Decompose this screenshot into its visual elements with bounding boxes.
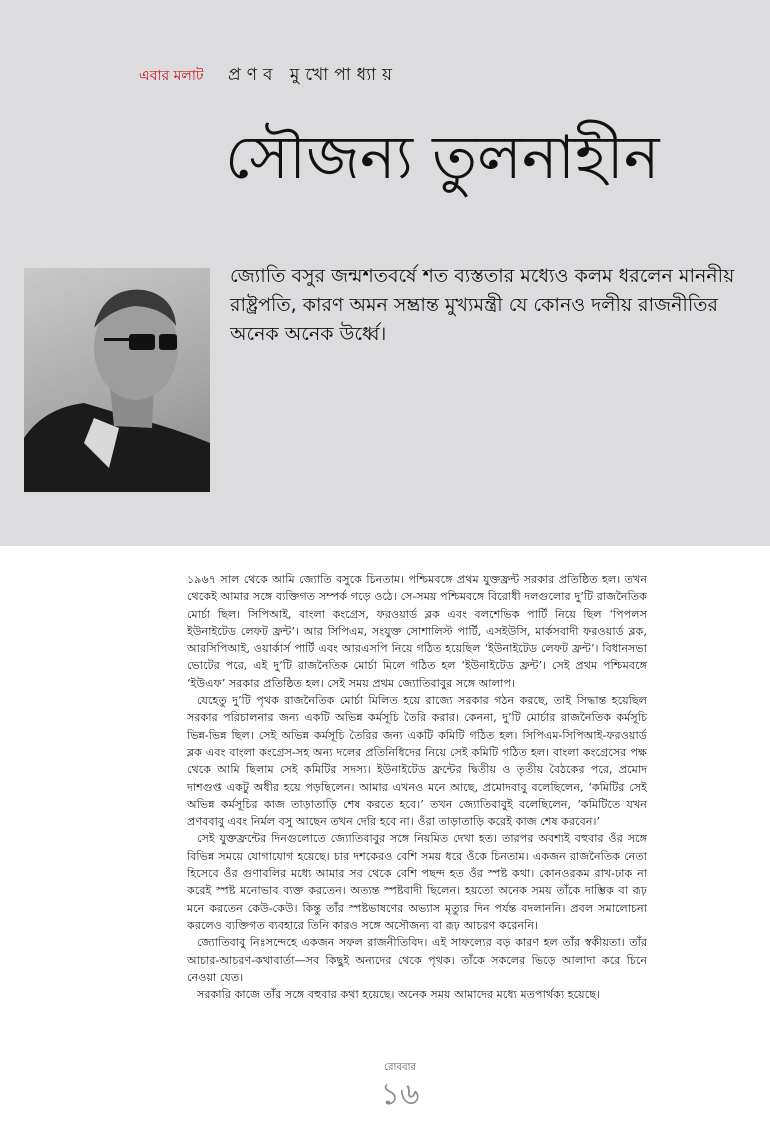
article-paragraph: সরকারি কাজে তাঁর সঙ্গে বহুবার কথা হয়েছে। অনেক সময় আমাদের মধ্যে মতপার্থক্য হয়েছে। bbox=[197, 988, 601, 1002]
article-paragraph: জ্যোতিবাবু নিঃসন্দেহে একজন সফল রাজনীতিবিদ। এই সাফল্যের বড় কারণ হল তাঁর স্বকীয়তা। তাঁর আচার-আচরণ-কথাবার্তা—সব কিছুই অন্যদের থেকে পৃথক। তাঁকে সকলের ভিড়ে আলাদা করে চিনে নেওয়া যেত। bbox=[187, 936, 647, 984]
page-number: ১৬ bbox=[380, 1077, 420, 1112]
article-paragraph: সেই যুক্তফ্রন্টের দিনগুলোতে জ্যোতিবাবুর সঙ্গে নিয়মিত দেখা হত। তারপর অবশ্যই বহুবার ওঁর সঙ্গে বিভিন্ন সময়ে যোগাযোগ হয়েছে। চার দশকেরও বেশি সময় ধরে ওঁকে চিনতাম। একজন রাজনৈতিক নেতা হিসেবে ওঁর গুণাবলির মধ্যে আমার সব থেকে বেশি পছন্দ হত ওঁর স্পষ্ট কথা। কোনওরকম রাখ-ঢাক না করেই স্পষ্ট মনোভাব ব্যক্ত করতেন। অত্যন্ত স্পষ্টবাদী ছিলেন। হয়তো অনেক সময় তাঁকে দাম্ভিক বা রূঢ় মনে করতেন কেউ-কেউ। কিন্তু তাঁর স্পষ্টভাষণের অভ্যাস মৃত্যুর দিন পর্যন্ত বদলাননি। প্রবল সমালোচনা করলেও ব্যক্তিগত ব্যবহারে তিনি কারও সঙ্গে অসৌজন্য বা রূঢ় আচরণ করেননি। bbox=[187, 832, 647, 932]
author-byline: প্রণব মুখোপাধ্যায় bbox=[228, 65, 399, 85]
standfirst: জ্যোতি বসুর জন্মশতবর্ষে শত ব্যস্ততার মধ্যেও কলম ধরলেন মাননীয় রাষ্ট্রপতি, কারণ অমন সম্ভ্রান্ত মুখ্যমন্ত্রী যে কোনও দলীয় রাজনীতির অনেক অনেক উর্ধ্বে। bbox=[230, 265, 735, 345]
article-paragraph: ১৯৬৭ সাল থেকে আমি জ্যোতি বসুকে চিনতাম। পশ্চিমবঙ্গে প্রথম যুক্তফ্রন্ট সরকার প্রতিষ্ঠিত হল। তখন থেকেই আমার সঙ্গে ব্যক্তিগত সম্পর্ক গড়ে ওঠে। সে-সময় পশ্চিমবঙ্গে বিরোধী দলগুলোর দু’টি রাজনৈতিক মোর্চা ছিল। সিপিআই, বাংলা কংগ্রেস, ফরওয়ার্ড ব্লক এবং বলশেভিক পার্টি নিয়ে ছিল ‘পিপলস ইউনাইটেড লেফট ফ্রন্ট’। আর সিপিএম, সংযুক্ত সোশালিস্ট পার্টি, এসইউসি, মার্কসবাদী ফরওয়ার্ড ব্লক, আরসিপিআই, ওয়ার্কার্স পার্টি এবং আরএসপি নিয়ে গঠিত হয়েছিল ‘ইউনাইটেড লেফট ফ্রন্ট’। বিধানসভা ভোটের পরে, এই দু’টি রাজনৈতিক মোর্চা মিলে গঠিত হল ‘ইউনাইটেড ফ্রন্ট’। সেই প্রথম পশ্চিমবঙ্গে ‘ইউএফ’ সরকার প্রতিষ্ঠিত হল। সেই সময় প্রথম জ্যোতিবাবুর সঙ্গে আলাপ। bbox=[187, 573, 647, 690]
headline: সৌজন্য তুলনাহীন bbox=[225, 123, 660, 193]
footer-day: রোববার bbox=[384, 1062, 416, 1073]
article-body bbox=[187, 571, 647, 1003]
section-kicker: এবার মলাট bbox=[139, 68, 204, 84]
portrait-photo bbox=[24, 268, 210, 492]
article-paragraph: যেহেতু দু’টি পৃথক রাজনৈতিক মোর্চা মিলিত হয়ে রাজ্যে সরকার গঠন করছে, তাই সিদ্ধান্ত হয়েছিল সরকার পরিচালনার জন্য একটি অভিন্ন কর্মসূচি তৈরি করার। কেননা, দু’টি মোর্চার রাজনৈতিক কর্মসূচি ভিন্ন-ভিন্ন ছিল। সেই অভিন্ন কর্মসূচি তৈরির জন্য একটি কমিটি গঠিত হল। সিপিএম-সিপিআই-ফরওয়ার্ড ব্লক এবং বাংলা কংগ্রেস-সহ অন্য দলের প্রতিনিধিদের নিয়ে সেই কমিটি গঠিত হল। বাংলা কংগ্রেসের পক্ষ থেকে আমি ছিলাম সেই কমিটির সদস্য। ইউনাইটেড ফ্রন্টের দ্বিতীয় ও তৃতীয় বৈঠকের পরে, প্রমোদ দাশগুপ্ত একটু অধীর হয়ে পড়ছিলেন। আমার এখনও মনে আছে, প্রমোদবাবু বলেছিলেন, ‘কমিটির সেই অভিন্ন কর্মসূচির কাজ তাড়াতাড়ি শেষ করতে হবে।’ তখন জ্যোতিবাবুই বলেছিলেন, ‘কমিটিতে যখন প্রণববাবু এবং নির্মল বসু আছেন তখন দেরি হবে না। ওঁরা তাড়াতাড়ি করেই কাজ শেষ করবেন।’ bbox=[187, 694, 647, 829]
